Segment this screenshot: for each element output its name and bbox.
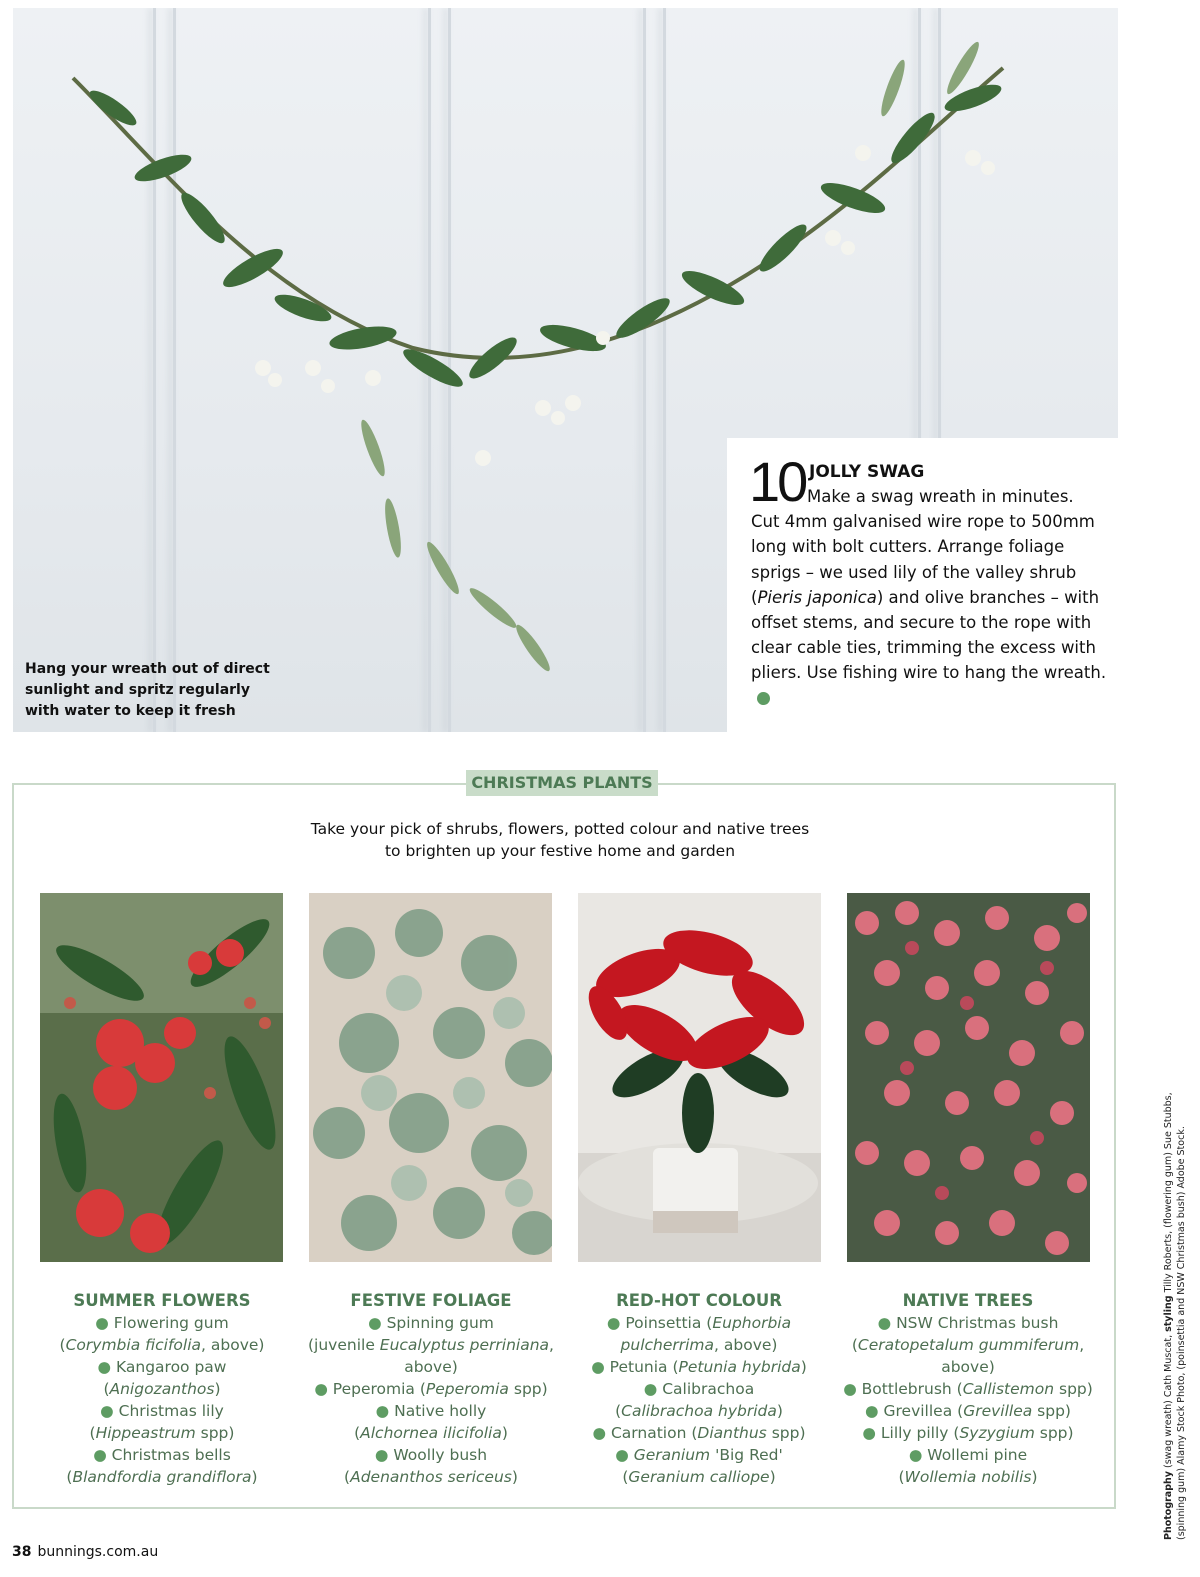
column-title: RED-HOT COLOUR (616, 1291, 782, 1310)
list-item: ● Christmas bells (93, 1446, 231, 1464)
bullet-icon: ● (908, 1446, 923, 1464)
jolly-swag-panel (727, 438, 1118, 732)
list-item-sci: (Calibrachoa hybrida) (615, 1402, 783, 1420)
native-trees-column (833, 1290, 1103, 1488)
spinning-gum-photo (309, 893, 552, 1262)
list-item: ● Petunia (Petunia hybrida) (591, 1358, 807, 1376)
list-item-sci: (Geranium calliope) (622, 1468, 776, 1486)
festive-foliage-column (296, 1290, 566, 1488)
list-item-sci: (Wollemia nobilis) (898, 1468, 1038, 1486)
list-item-sci: (Ceratopetalum gummiferum, above) (851, 1336, 1085, 1376)
list-item-sci: (Blandfordia grandiflora) (66, 1468, 258, 1486)
list-item-sci: (juvenile Eucalyptus perriniana, above) (308, 1336, 554, 1376)
bullet-icon: ● (843, 1380, 857, 1398)
bullet-icon: ● (95, 1314, 109, 1332)
intro-line-1: Take your pick of shrubs, flowers, potted colour and native trees (310, 820, 810, 838)
list-item-sci: (Anigozanthos) (103, 1380, 221, 1398)
bullet-icon: ● (592, 1424, 607, 1442)
list-item: ● Woolly bush (374, 1446, 488, 1464)
bullet-icon: ● (97, 1358, 112, 1376)
page-footer (12, 1544, 158, 1560)
list-item: ● Grevillea (Grevillea spp) (865, 1402, 1071, 1420)
bullet-icon: ● (375, 1402, 390, 1420)
photography-label: Photography (1163, 1471, 1174, 1540)
project-instructions (751, 484, 1111, 711)
column-title: FESTIVE FOLIAGE (350, 1291, 512, 1310)
list-item: ● Calibrachoa (643, 1380, 755, 1398)
christmas-plants-heading: CHRISTMAS PLANTS (466, 770, 658, 796)
list-item: ● Lilly pilly (Syzygium spp) (862, 1424, 1074, 1442)
styling-label: styling (1163, 1295, 1174, 1332)
list-item: ● Christmas lily (100, 1402, 224, 1420)
bullet-icon: ● (862, 1424, 876, 1442)
instructions-text-2: ) and olive branches – with offset stems, and secure to the rope with clear cable ties, trimming the excess with pliers. Use fishing wire to hang the wreath. (751, 587, 1107, 683)
bullet-icon: ● (314, 1380, 328, 1398)
list-item: ● Carnation (Dianthus spp) (592, 1424, 806, 1442)
list-item: ● Bottlebrush (Callistemon spp) (843, 1380, 1093, 1398)
bullet-icon: ● (643, 1380, 658, 1398)
bullet-icon: ● (606, 1314, 621, 1332)
christmas-plants-intro (260, 818, 860, 862)
red-hot-colour-column (564, 1290, 834, 1488)
project-title: JOLLY SWAG (809, 462, 925, 482)
intro-line-2: to brighten up your festive home and garden (384, 842, 736, 860)
bullet-icon: ● (374, 1446, 389, 1464)
page-number: 38 (12, 1544, 32, 1560)
photo-credits: Photography (swag wreath) Cath Muscat, styling Tilly Roberts, (flowering gum) Sue Stubbs, (spinning gum) Alamy Stock Photo, (poinsettia and NSW Christmas bush) Adobe Stock. (1163, 1092, 1187, 1540)
list-item: ● NSW Christmas bush (877, 1314, 1059, 1332)
bullet-icon: ● (865, 1402, 879, 1420)
list-item: ● Kangaroo paw (97, 1358, 227, 1376)
summer-flowers-column (27, 1290, 297, 1488)
bullet-icon: ● (591, 1358, 605, 1376)
column-title: SUMMER FLOWERS (73, 1291, 251, 1310)
list-item: ● Flowering gum (95, 1314, 229, 1332)
poinsettia-photo (578, 893, 821, 1262)
list-item-sci: (Corymbia ficifolia, above) (59, 1336, 265, 1354)
site-link[interactable]: bunnings.com.au (37, 1544, 159, 1560)
bullet-icon: ● (615, 1446, 629, 1464)
list-item: ● Spinning gum (368, 1314, 494, 1332)
bullet-icon: ● (877, 1314, 892, 1332)
instructions-italic: Pieris japonica (757, 587, 877, 607)
hero-caption: Hang your wreath out of direct sunlight and spritz regularly with water to keep it fresh (25, 661, 270, 719)
list-item: ● Geranium 'Big Red' (615, 1446, 783, 1464)
nsw-christmas-bush-photo (847, 893, 1090, 1262)
list-item: ● Peperomia (Peperomia spp) (314, 1380, 548, 1398)
list-item: ● Poinsettia (Euphorbia pulcherrima, above) (606, 1314, 792, 1354)
project-number: 10 (749, 450, 806, 513)
bullet-icon: ● (368, 1314, 382, 1332)
list-item-sci: (Alchornea ilicifolia) (354, 1424, 508, 1442)
column-title: NATIVE TREES (902, 1291, 1034, 1310)
list-item-sci: (Adenanthos sericeus) (344, 1468, 518, 1486)
bullet-icon: ● (100, 1402, 114, 1420)
list-item: ● Native holly (375, 1402, 487, 1420)
list-item-sci: (Hippeastrum spp) (89, 1424, 235, 1442)
bullet-icon: ● (93, 1446, 107, 1464)
list-item: ● Wollemi pine (908, 1446, 1028, 1464)
instructions-lead: Make a swag wreath in minutes. (807, 487, 1074, 506)
instructions-text-1: Cut 4mm galvanised wire rope to 500mm long with bolt cutters. Arrange foliage sprigs – we used lily of the valley shrub ( (751, 512, 1095, 607)
flowering-gum-photo (40, 893, 283, 1262)
end-dot-icon (757, 692, 770, 705)
